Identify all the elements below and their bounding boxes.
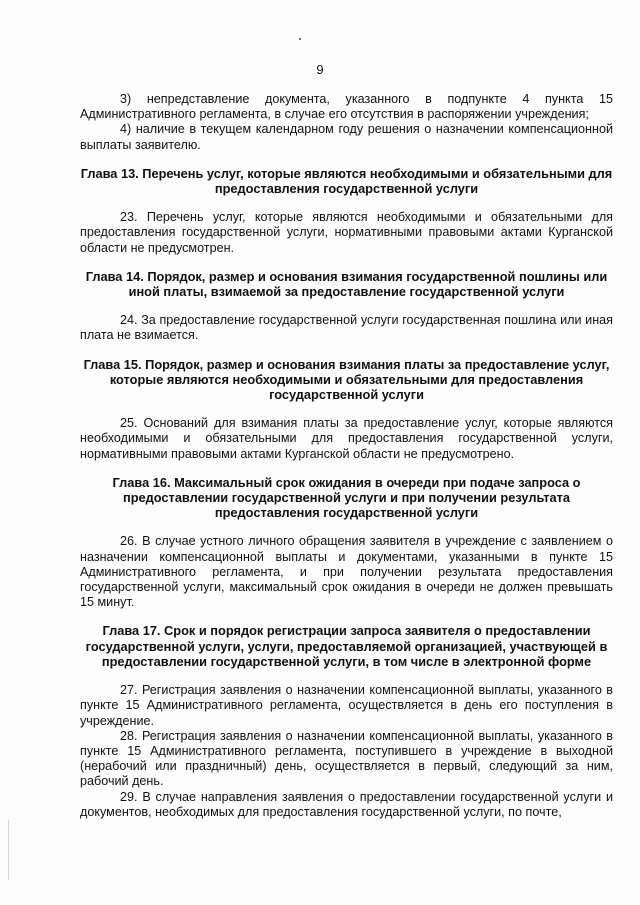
paragraph-27: 27. Регистрация заявления о назначении компенсационной выплаты, указанного в пункте 15 Административного регламента, осуществляется в день его поступления в учреждение. bbox=[80, 683, 613, 728]
scan-artifact-edge bbox=[8, 820, 9, 880]
heading-chapter-14: Глава 14. Порядок, размер и основания взимания государственной пошлины или иной платы, взимаемой за предоставление государственной услуги bbox=[85, 268, 608, 300]
scan-artifact-dot bbox=[299, 38, 301, 40]
paragraph-29: 29. В случае направления заявления о предоставлении государственной услуги и документов, необходимых для предоставления государственной услуги, по почте, bbox=[80, 789, 613, 819]
heading-chapter-16: Глава 16. Максимальный срок ожидания в очереди при подаче запроса о предоставлении государственной услуги и при получении результата предоставления государственной услуги bbox=[112, 474, 581, 521]
paragraph-item-3: 3) непредставление документа, указанного в подпункте 4 пункта 15 Административного регламента, в случае его отсутствия в распоряжении учреждения; bbox=[80, 92, 613, 122]
page-number: 9 bbox=[316, 62, 324, 77]
heading-chapter-17: Глава 17. Срок и порядок регистрации запроса заявителя о предоставлении государственной услуги, услуги, предоставляемой организацией, участвующей в предоставлении государственной услуги, в том числе в электронной форме bbox=[85, 623, 608, 669]
heading-chapter-15: Глава 15. Порядок, размер и основания взимания платы за предоставление услуг, которые являются необходимыми и обязательными для предоставления государственной услуги bbox=[83, 356, 610, 403]
paragraph-28: 28. Регистрация заявления о назначении компенсационной выплаты, указанного в пункте 15 Административного регламента, поступившего в учреждение в выходной (нерабочий или праздничный) день, осуществляется в первый, следующий за ним, рабочий день. bbox=[80, 728, 613, 789]
paragraph-item-4: 4) наличие в текущем календарном году решения о назначении компенсационной выплаты заявителю. bbox=[80, 122, 613, 152]
paragraph-25: 25. Оснований для взимания платы за предоставление услуг, которые являются необходимыми и обязательными для предоставления государственной услуги, нормативными правовыми актами Курганской области не предусмотрено. bbox=[80, 416, 613, 461]
document-body bbox=[80, 92, 613, 820]
heading-chapter-13: Глава 13. Перечень услуг, которые являются необходимыми и обязательными для предоставления государственной услуги bbox=[80, 165, 613, 197]
paragraph-26: 26. В случае устного личного обращения заявителя в учреждение с заявлением о назначении компенсационной выплаты и документами, указанными в пункте 15 Административного регламента, и при получении результата предоставления государственной услуги, максимальный срок ожидания в очереди не должен превышать 15 минут. bbox=[80, 534, 613, 610]
paragraph-23: 23. Перечень услуг, которые являются необходимыми и обязательными для предоставления государственной услуги, нормативными правовыми актами Курганской области не предусмотрен. bbox=[80, 210, 613, 255]
paragraph-24: 24. За предоставление государственной услуги государственная пошлина или иная плата не взимается. bbox=[80, 313, 613, 343]
